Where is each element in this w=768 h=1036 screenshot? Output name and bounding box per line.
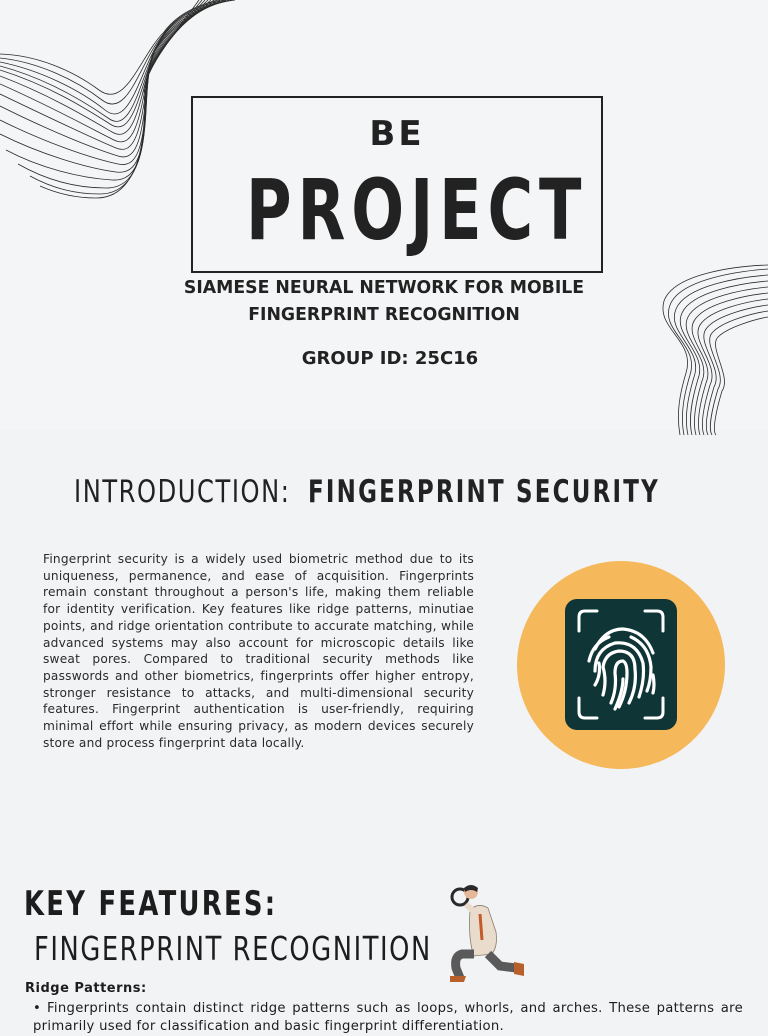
title-line-1: BE	[369, 114, 425, 154]
title-box	[191, 96, 603, 273]
ridge-patterns-label: Ridge Patterns:	[25, 981, 147, 996]
detective-magnifier-illustration	[444, 880, 530, 982]
group-id: GROUP ID: 25C16	[301, 348, 479, 369]
key-features-subheading: FINGERPRINT RECOGNITION	[34, 929, 432, 968]
introduction-heading	[0, 474, 768, 518]
introduction-body: Fingerprint security is a widely used biometric method due to its uniqueness, permanence, and ease of acquisition. Fingerprints remain constant throughout a person's life, making them reliable for identity verification. Key features like ridge patterns, minutiae points, and ridge orientation contribute to accurate matching, while advanced systems may also account for microscopic details like sweat pores. Compared to traditional security methods like passwords and other biometrics, fingerprints offer higher entropy, stronger resistance to attacks, and multi-dimensional security features. Fingerprint authentication is user-friendly, requiring minimal effort while ensuring privacy, as modern devices securely store and process fingerprint data locally.	[43, 552, 474, 750]
key-features-heading: KEY FEATURES:	[24, 884, 278, 924]
ridge-patterns-text: Fingerprints contain distinct ridge patterns such as loops, whorls, and arches. These patterns are primarily used for classification and basic fingerprint differentiation.	[33, 1001, 743, 1034]
title-line-2: PROJECT	[246, 161, 588, 259]
subtitle-line-1: SIAMESE NEURAL NETWORK FOR MOBILE	[183, 277, 585, 298]
bullet-marker: •	[33, 1001, 42, 1016]
fingerprint-scan-icon	[565, 599, 677, 730]
ridge-patterns-bullet	[33, 1000, 743, 1036]
introduction-heading-lead: INTRODUCTION:	[74, 474, 291, 510]
project-subtitle	[111, 274, 656, 328]
introduction-heading-bold: FINGERPRINT SECURITY	[308, 474, 660, 510]
subtitle-line-2: FINGERPRINT RECOGNITION	[248, 304, 520, 325]
